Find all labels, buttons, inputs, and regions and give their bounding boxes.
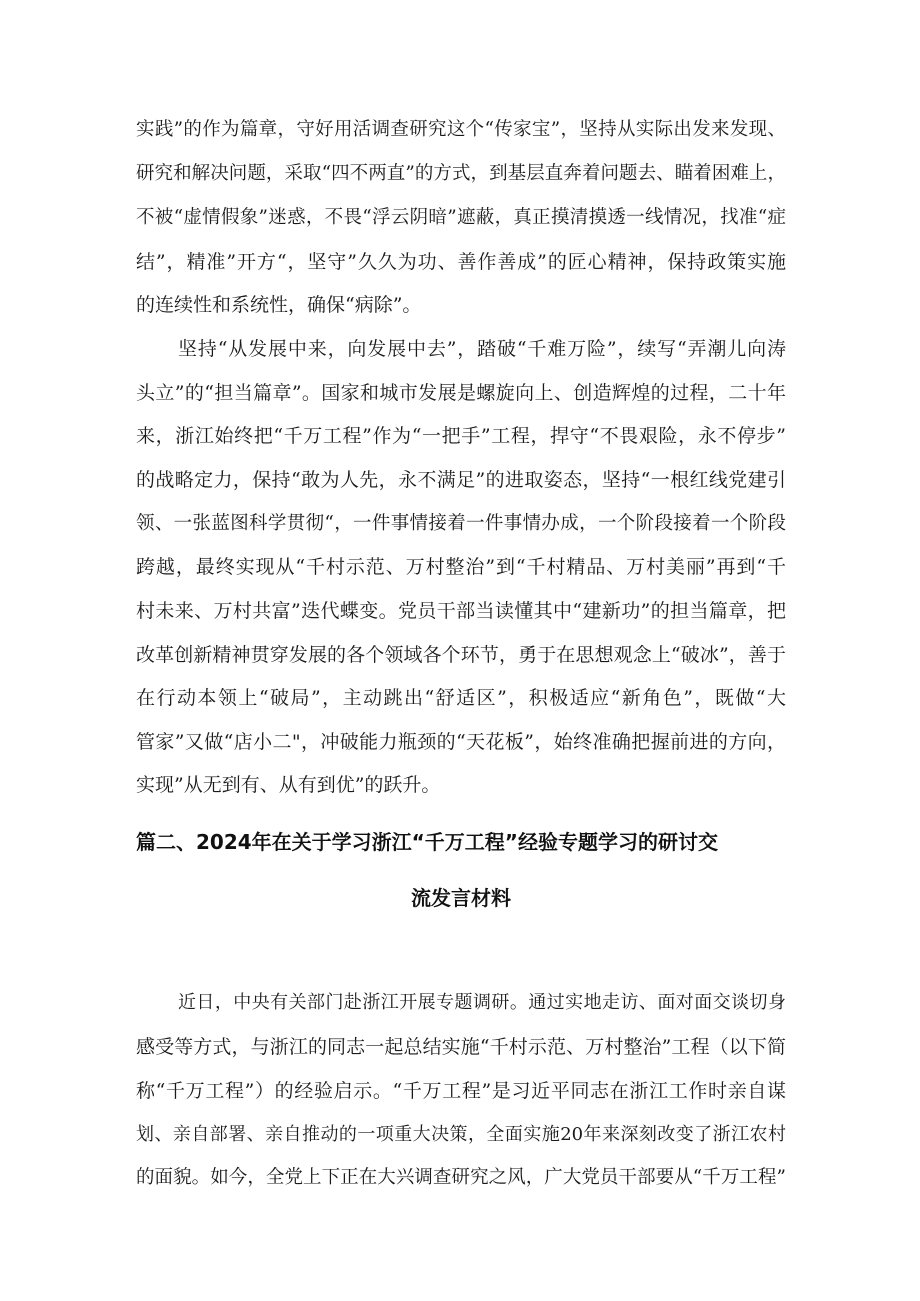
- paragraph-2-line-8: 改革创新精神贯穿发展的各个领域各个环节，勇于在思想观念上“破冰”，善于: [136, 644, 786, 666]
- paragraph-1-line-4: 结”，精准”开方“，坚守”久久为功、善作善成”的匠心精神，保持政策实施: [136, 251, 786, 273]
- paragraph-2-line-11: 实现”从无到有、从有到优”的跃升。: [136, 774, 441, 796]
- section-heading-line-1: 篇二、2024年在关于学习浙江“千万工程”经验专题学习的研讨交: [136, 830, 718, 854]
- paragraph-2-line-2: 头立”的“担当篇章”。国家和城市发展是螺旋向上、创造辉煌的过程，二十年: [136, 382, 786, 404]
- paragraph-2-line-9: 在行动本领上“破局”，主动跳出“舒适区”，积极适应“新角色”，既做“大: [136, 687, 786, 709]
- paragraph-3-line-4: 划、亲自部署、亲自推动的一项重大决策，全面实施20年来深刻改变了浙江农村: [136, 1124, 786, 1145]
- paragraph-3-line-2: 感受等方式，与浙江的同志一起总结实施“千村示范、万村整治”工程（以下简: [136, 1036, 786, 1058]
- paragraph-2-line-5: 领、一张蓝图科学贯彻“，一件事情接着一件事情办成，一个阶段接着一个阶段: [136, 513, 786, 534]
- paragraph-3-line-1: 近日，中央有关部门赴浙江开展专题调研。通过实地走访、面对面交谈切身: [178, 992, 786, 1013]
- paragraph-1-line-5: 的连续性和系统性，确保“病除”。: [136, 294, 422, 316]
- paragraph-3-line-5: 的面貌。如今，全党上下正在大兴调查研究之风，广大党员干部要从“千万工程”: [136, 1167, 786, 1188]
- paragraph-1-line-3: 不被“虚情假象”迷惑，不畏“浮云阴暗”遮蔽，真正摸清摸透一线情况，找准“症: [136, 207, 786, 228]
- paragraph-2-line-1: 坚持“从发展中来，向发展中去”，踏破“千难万险”，续写“弄潮儿向涛: [178, 338, 786, 360]
- paragraph-1-line-1: 实践”的作为篇章，守好用活调查研究这个“传家宝”，坚持从实际出发来发现、: [136, 119, 786, 140]
- paragraph-2-line-7: 村未来、万村共富”迭代蝶变。党员干部当读懂其中“建新功”的担当篇章，把: [136, 600, 786, 622]
- paragraph-3-line-3: 称“千万工程”）的经验启示。“千万工程”是习近平同志在浙江工作时亲自谋: [136, 1080, 786, 1102]
- section-heading-line-2: 流发言材料: [411, 886, 511, 910]
- paragraph-2-line-10: 管家”又做“店小二"，冲破能力瓶颈的“天花板”，始终准确把握前进的方向，: [136, 731, 786, 753]
- paragraph-1-line-2: 研究和解决问题，采取“四不两直”的方式，到基层直奔着问题去、瞄着困难上，: [136, 163, 786, 184]
- paragraph-2-line-4: 的战略定力，保持“敢为人先，永不满足”的进取姿态，坚持“一根红线党建引: [136, 469, 786, 491]
- paragraph-2-line-6: 跨越，最终实现从“千村示范、万村整治”到“千村精品、万村美丽”再到“千: [136, 556, 786, 578]
- paragraph-2-line-3: 来，浙江始终把“千万工程”作为“一把手”工程，捍守“不畏艰险，永不停步”: [136, 425, 786, 447]
